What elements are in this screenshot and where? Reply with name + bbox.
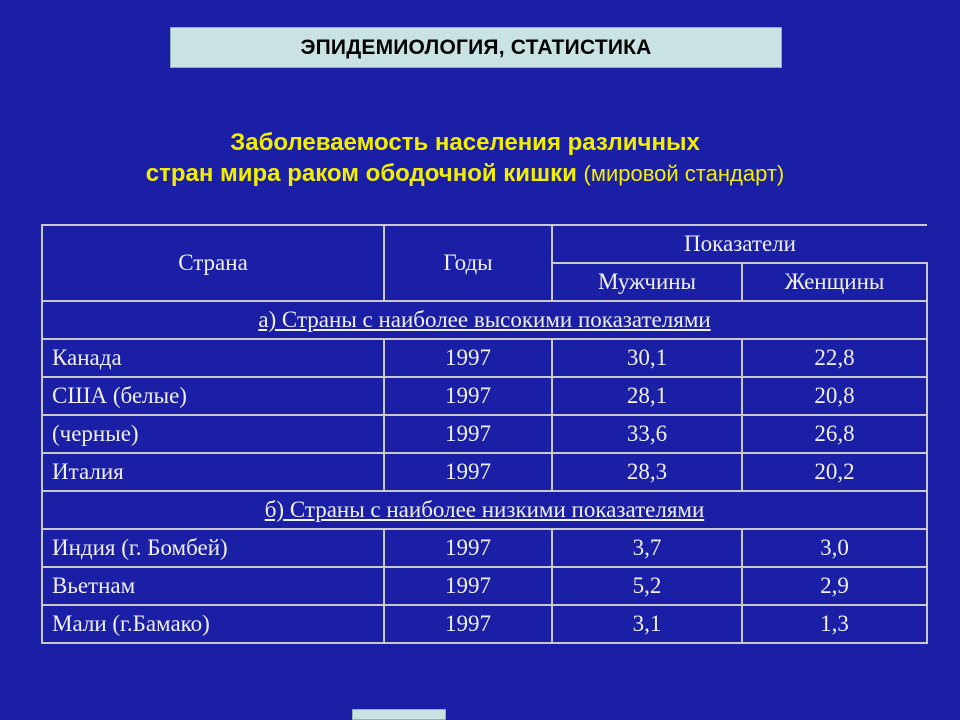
slide-title-text2: стран мира раком ободочной кишки (145, 160, 577, 187)
cell-women: 1,3 (742, 605, 927, 643)
cell-year: 1997 (384, 339, 552, 377)
cell-country: Италия (42, 453, 384, 491)
cell-country: Вьетнам (42, 567, 384, 605)
section-row-a (42, 301, 927, 339)
slide-title-text1: Заболеваемость населения различных (230, 129, 700, 156)
cell-women: 2,9 (742, 567, 927, 605)
cell-year: 1997 (384, 529, 552, 567)
cell-year: 1997 (384, 453, 552, 491)
slide-title-line2 (0, 158, 930, 190)
cell-men: 30,1 (552, 339, 742, 377)
cell-year: 1997 (384, 567, 552, 605)
table-row (42, 453, 927, 491)
cell-men: 28,1 (552, 377, 742, 415)
section-header (170, 27, 782, 68)
slide-title-line1 (0, 127, 930, 159)
section-header-label: ЭПИДЕМИОЛОГИЯ, СТАТИСТИКА (300, 35, 652, 59)
section-b-cell (42, 491, 927, 529)
cell-country: Канада (42, 339, 384, 377)
cell-men: 33,6 (552, 415, 742, 453)
cell-country: США (белые) (42, 377, 384, 415)
cell-women: 22,8 (742, 339, 927, 377)
table-header-row (42, 225, 927, 263)
section-a-cell (42, 301, 927, 339)
table-row (42, 339, 927, 377)
header-indicators: Показатели (552, 225, 927, 263)
table-row (42, 605, 927, 643)
section-row-b (42, 491, 927, 529)
cell-men: 5,2 (552, 567, 742, 605)
section-a-label: а) Страны с наиболее высокими показателями (258, 307, 711, 332)
cell-women: 26,8 (742, 415, 927, 453)
incidence-table (41, 224, 928, 644)
cell-women: 20,8 (742, 377, 927, 415)
slide-title-note: (мировой стандарт) (583, 161, 785, 186)
cell-men: 3,7 (552, 529, 742, 567)
header-men: Мужчины (552, 263, 742, 301)
table-row (42, 567, 927, 605)
cell-women: 3,0 (742, 529, 927, 567)
cell-men: 3,1 (552, 605, 742, 643)
table-row (42, 529, 927, 567)
cell-men: 28,3 (552, 453, 742, 491)
cell-year: 1997 (384, 377, 552, 415)
header-country: Страна (42, 225, 384, 301)
cell-country: Мали (г.Бамако) (42, 605, 384, 643)
table-row (42, 377, 927, 415)
navigation-button[interactable] (352, 709, 446, 720)
header-years: Годы (384, 225, 552, 301)
header-women: Женщины (742, 263, 927, 301)
cell-country: Индия (г. Бомбей) (42, 529, 384, 567)
cell-country: (черные) (42, 415, 384, 453)
cell-year: 1997 (384, 605, 552, 643)
table-row (42, 415, 927, 453)
cell-women: 20,2 (742, 453, 927, 491)
section-b-label: б) Страны с наиболее низкими показателями (264, 497, 705, 522)
cell-year: 1997 (384, 415, 552, 453)
